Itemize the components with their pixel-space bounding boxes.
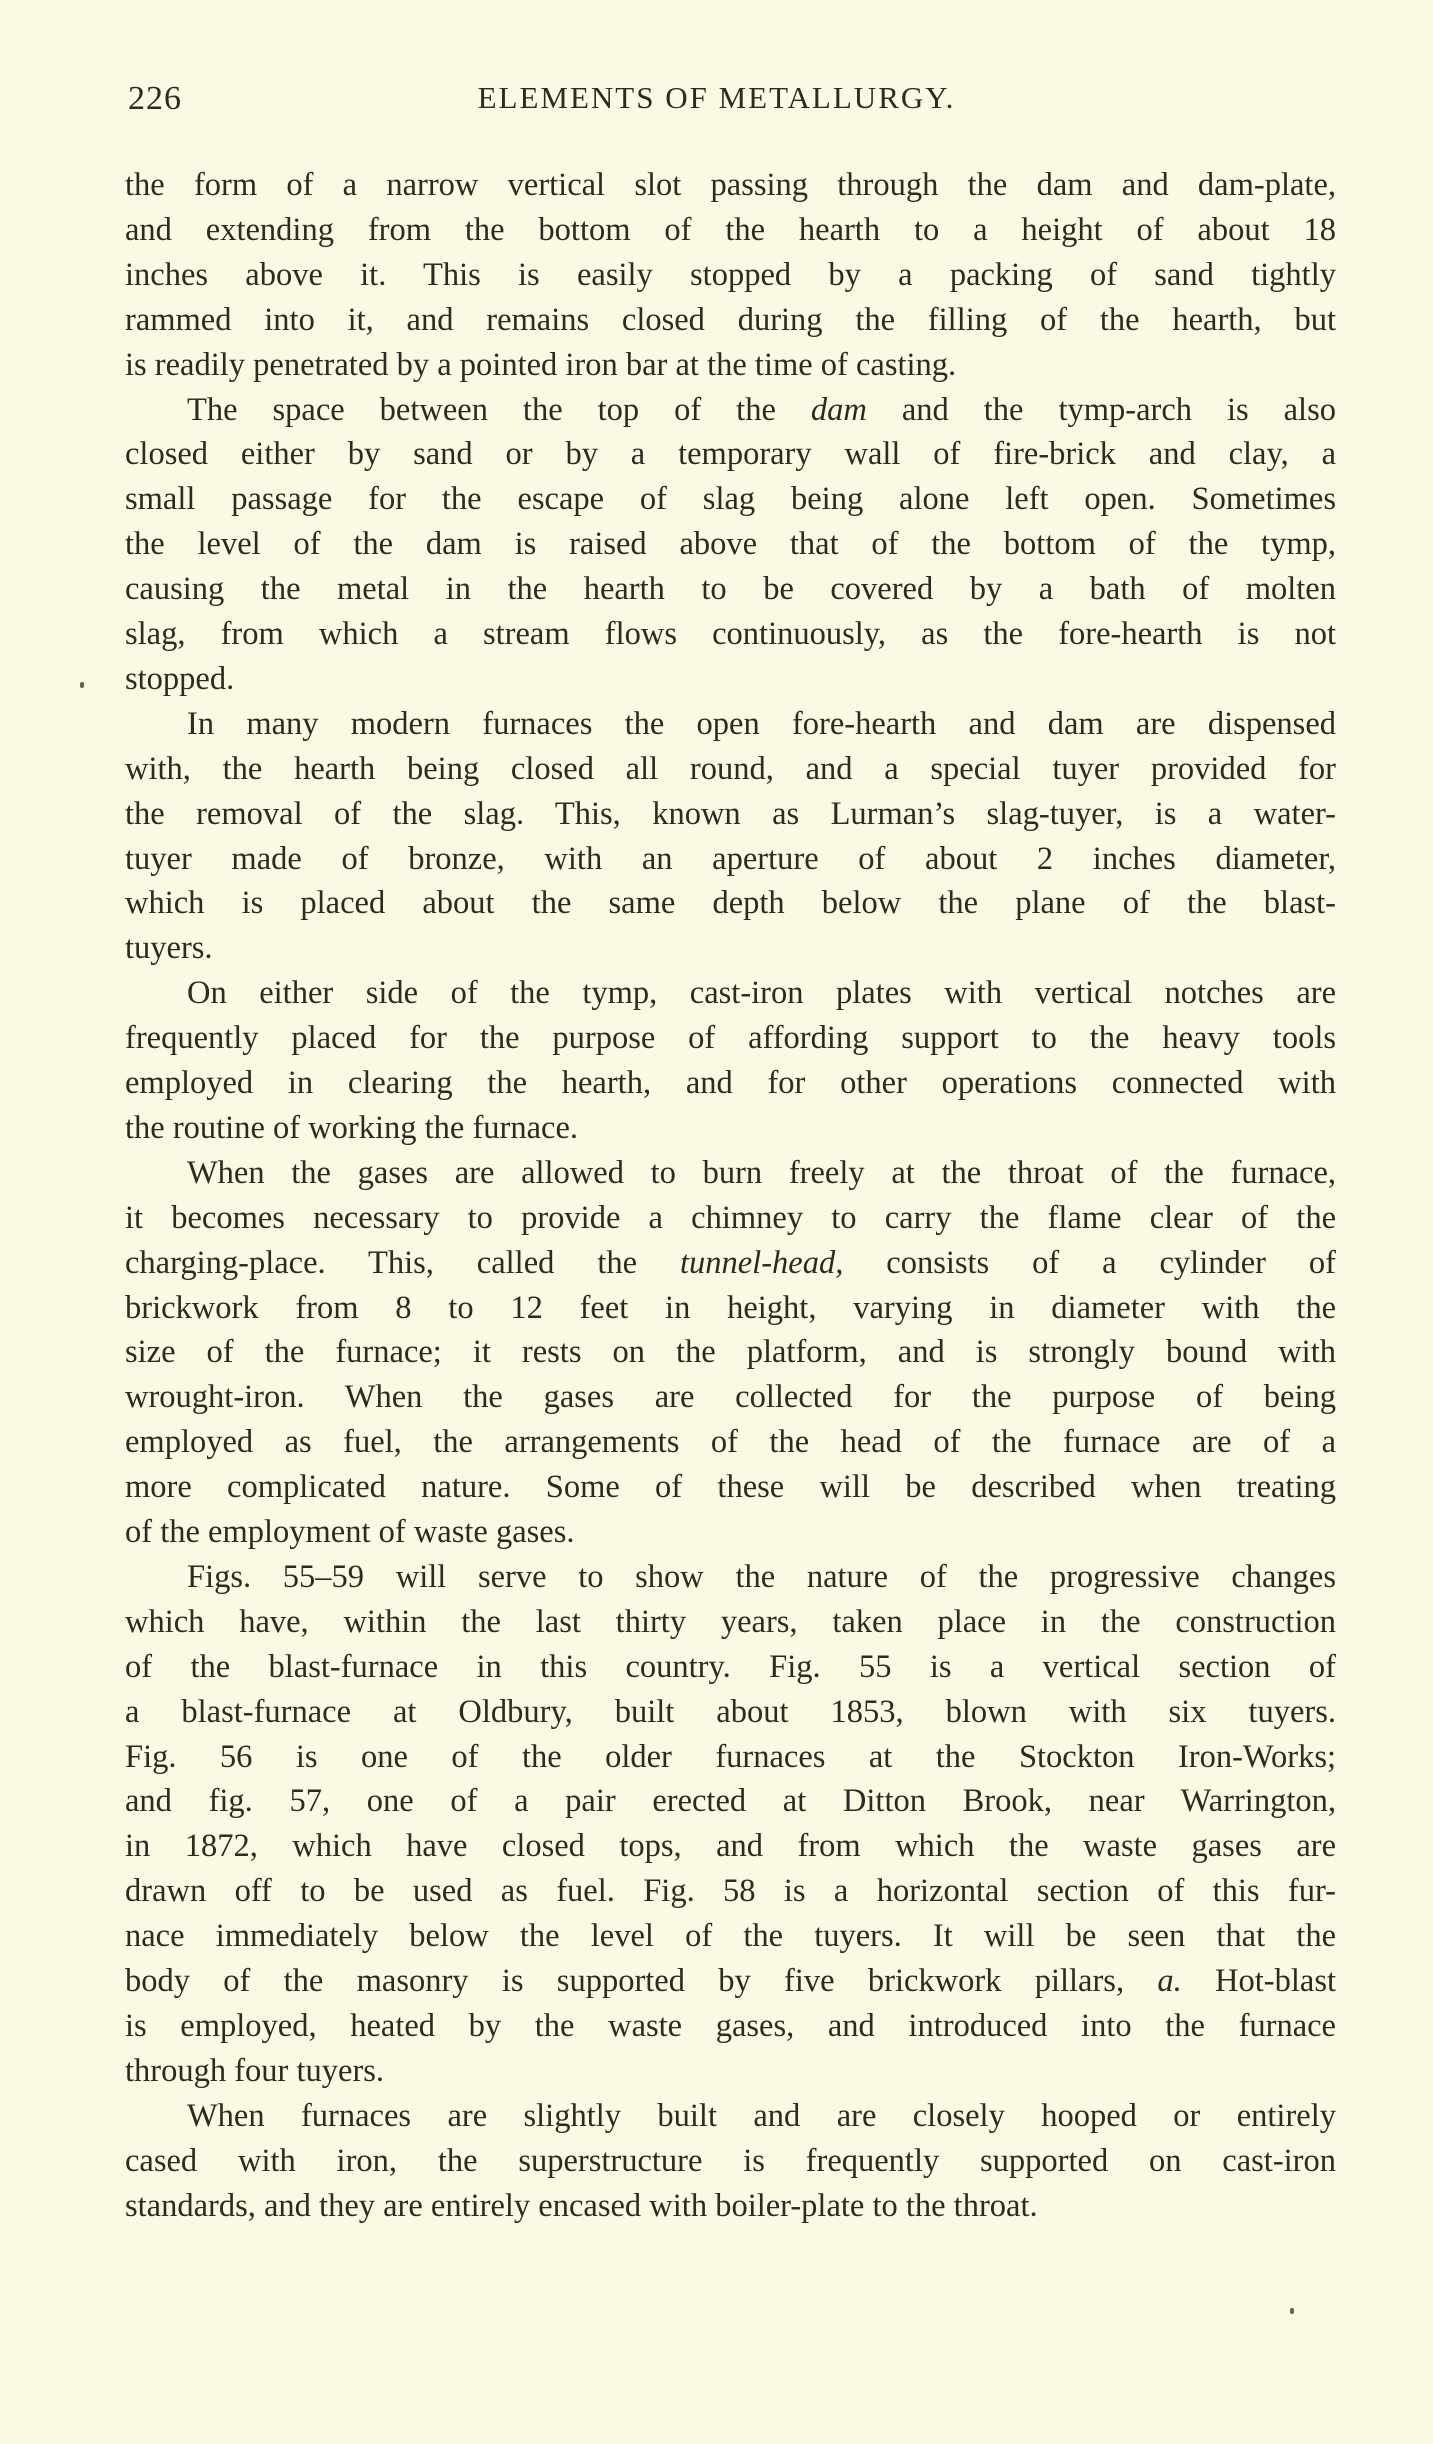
text-segment: brickwork from 8 to 12 feet in height, varying in diameter with the [125, 1289, 1336, 1326]
text-segment: Hot-blast [1181, 1963, 1336, 1999]
text-segment: employed as fuel, the arrangements of the head of the furnace are of a [125, 1424, 1336, 1461]
text-line [125, 702, 1336, 746]
text-segment: tuyer made of bronze, with an aperture of about 2 inches diameter, [125, 840, 1336, 877]
text-line [125, 1241, 1336, 1285]
text-line [125, 1375, 1336, 1419]
text-segment: frequently placed for the purpose of affording support to the heavy tools [125, 1020, 1336, 1057]
text-line [125, 477, 1336, 521]
text-line [125, 1151, 1336, 1195]
text-line [125, 2094, 1336, 2138]
text-segment: of the employment of waste gases. [125, 1514, 575, 1550]
text-segment: causing the metal in the hearth to be covered by a bath of molten [125, 571, 1336, 608]
text-segment: the form of a narrow vertical slot passing through the dam and dam-plate, [125, 167, 1336, 203]
text-segment: drawn off to be used as fuel. Fig. 58 is a horizontal section of this fur- [125, 1873, 1336, 1910]
text-line [125, 1555, 1336, 1599]
text-line [125, 1824, 1336, 1868]
text-line [125, 1690, 1336, 1734]
text-segment: Figs. 55–59 will serve to show the nature of the progressive changes [187, 1558, 1336, 1595]
text-segment: When furnaces are slightly built and are closely hooped or entirely [187, 2097, 1336, 2134]
text-line [125, 1420, 1336, 1464]
text-segment: which have, within the last thirty years, taken place in the construction [125, 1603, 1336, 1640]
text-segment: The space between the top of the [187, 391, 811, 428]
text-line [125, 1914, 1336, 1958]
text-line [125, 1959, 1336, 2003]
text-line [125, 343, 1336, 387]
text-segment: In many modern furnaces the open fore-hearth and dam are dispensed [187, 705, 1336, 742]
text-segment: the removal of the slag. This, known as Lurman’s slag-tuyer, is a water- [125, 795, 1336, 832]
text-line [125, 2139, 1336, 2183]
text-line [125, 298, 1336, 342]
text-line [125, 1600, 1336, 1644]
text-segment: cased with iron, the superstructure is frequently supported on cast-iron [125, 2142, 1336, 2179]
text-segment: employed in clearing the hearth, and for other operations connected with [125, 1065, 1336, 1101]
text-line [125, 253, 1336, 297]
text-line [125, 208, 1336, 252]
text-line [125, 1779, 1336, 1823]
paper-speck [80, 682, 84, 688]
text-line [125, 1016, 1336, 1060]
text-segment: charging-place. This, called the [125, 1244, 680, 1281]
text-line [125, 388, 1336, 432]
text-line [125, 657, 1336, 701]
text-segment: slag, from which a stream flows continuously, as the fore-hearth is not [125, 616, 1336, 652]
text-segment: in 1872, which have closed tops, and from which the waste gases are [125, 1828, 1336, 1865]
text-segment: more complicated nature. Some of these will be described when treating [125, 1469, 1336, 1506]
text-line [125, 1645, 1336, 1689]
page-number: 226 [128, 80, 182, 117]
text-line [125, 2049, 1336, 2093]
text-line [125, 837, 1336, 881]
paper-speck [1290, 2308, 1294, 2314]
text-line [125, 971, 1336, 1015]
italic-text: a. [1157, 1963, 1182, 1999]
text-line [125, 1869, 1336, 1913]
text-segment: standards, and they are entirely encased with boiler-plate to the throat. [125, 2187, 1038, 2224]
text-line [125, 2184, 1336, 2228]
text-segment: inches above it. This is easily stopped by a packing of sand tightly [125, 256, 1336, 293]
text-segment: the level of the dam is raised above that of the bottom of the tymp, [125, 526, 1336, 563]
text-segment: it becomes necessary to provide a chimney to carry the flame clear of the [125, 1199, 1336, 1236]
italic-text: tunnel-head, [679, 1244, 844, 1281]
text-segment: small passage for the escape of slag being alone left open. Sometimes [125, 481, 1336, 518]
text-line [125, 1196, 1336, 1240]
text-segment: nace immediately below the level of the tuyers. It will be seen that the [125, 1918, 1336, 1955]
text-segment: tuyers. [125, 930, 213, 967]
text-line [125, 522, 1336, 566]
text-segment: which is placed about the same depth below the plane of the blast- [125, 885, 1336, 922]
text-segment: and the tymp-arch is also [866, 391, 1336, 428]
text-line [125, 1061, 1336, 1105]
text-segment: with, the hearth being closed all round, and a special tuyer provided for [125, 750, 1336, 787]
text-segment: closed either by sand or by a temporary wall of fire-brick and clay, a [125, 436, 1336, 473]
text-segment: is employed, heated by the waste gases, and introduced into the furnace [125, 2007, 1336, 2044]
text-segment: of the blast-furnace in this country. Fig. 55 is a vertical section of [125, 1648, 1336, 1685]
text-line [125, 1510, 1336, 1554]
text-segment: wrought-iron. When the gases are collected for the purpose of being [125, 1379, 1336, 1416]
text-line [125, 163, 1336, 207]
text-line [125, 1465, 1336, 1509]
text-segment: size of the furnace; it rests on the platform, and is strongly bound with [125, 1334, 1336, 1371]
text-segment: When the gases are allowed to burn freely at the throat of the furnace, [187, 1154, 1336, 1191]
text-line [125, 1330, 1336, 1374]
text-line [125, 612, 1336, 656]
running-title: ELEMENTS OF METALLURGY. [477, 80, 956, 115]
text-segment: through four tuyers. [125, 2052, 385, 2089]
text-segment: consists of a cylinder of [843, 1244, 1336, 1281]
text-segment: body of the masonry is supported by five brickwork pillars, [125, 1963, 1158, 1999]
text-line [125, 792, 1336, 836]
text-segment: On either side of the tymp, cast-iron plates with vertical notches are [187, 975, 1336, 1012]
text-line [125, 567, 1336, 611]
text-line [125, 432, 1336, 476]
text-segment: rammed into it, and remains closed during the filling of the hearth, but [125, 301, 1336, 338]
text-line [125, 747, 1336, 791]
text-line [125, 1286, 1336, 1330]
text-segment: stopped. [125, 660, 235, 697]
text-line [125, 2004, 1336, 2048]
text-segment: is readily penetrated by a pointed iron bar at the time of casting. [125, 346, 957, 383]
text-segment: and fig. 57, one of a pair erected at Ditton Brook, near Warrington, [125, 1783, 1336, 1820]
text-segment: Fig. 56 is one of the older furnaces at the Stockton Iron-Works; [125, 1738, 1336, 1775]
text-segment: the routine of working the furnace. [125, 1109, 579, 1146]
text-line [125, 1106, 1336, 1150]
text-segment: and extending from the bottom of the hearth to a height of about 18 [125, 211, 1336, 248]
italic-text: dam [810, 391, 867, 428]
text-line [125, 881, 1336, 925]
text-line [125, 926, 1336, 970]
text-line [125, 1735, 1336, 1779]
text-segment: a blast-furnace at Oldbury, built about 1853, blown with six tuyers. [125, 1693, 1336, 1730]
